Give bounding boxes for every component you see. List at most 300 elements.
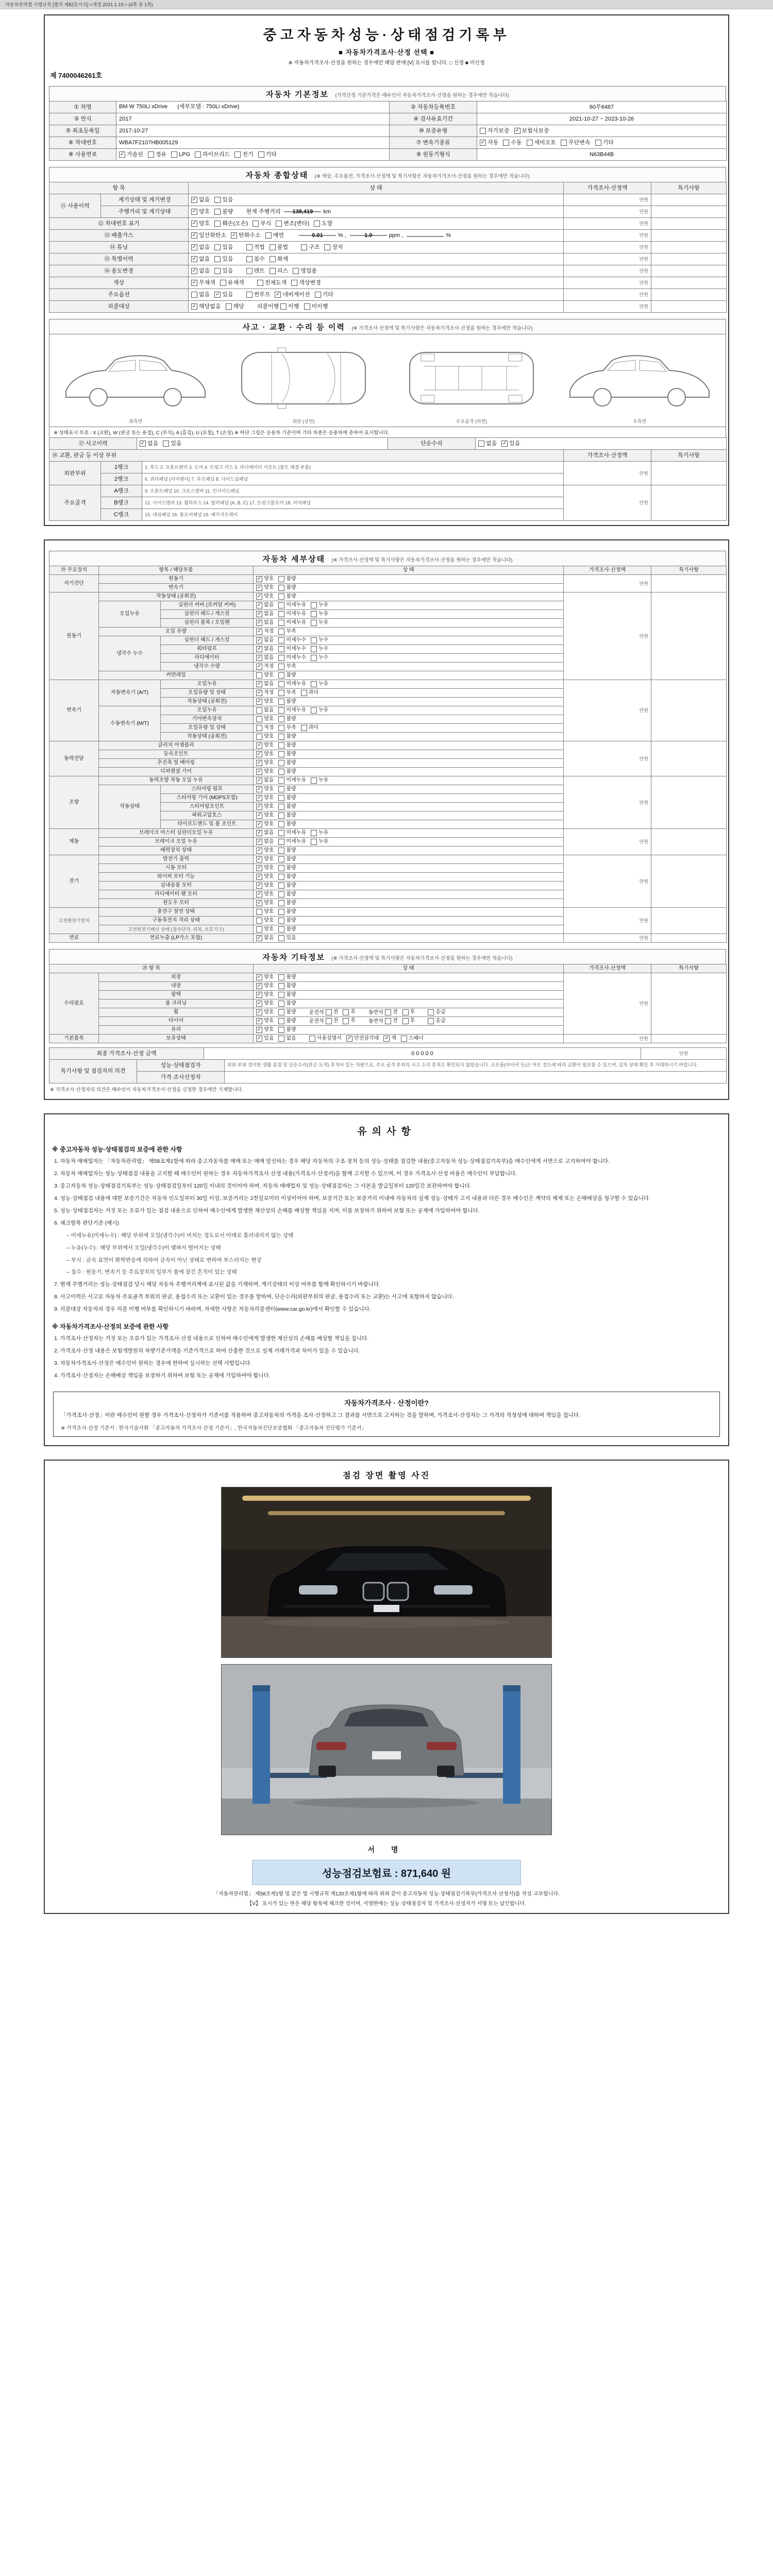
checkbox-option[interactable]: 누유 bbox=[311, 777, 328, 784]
checkbox-option[interactable]: 사용설명서 bbox=[309, 1036, 342, 1042]
checkbox-option[interactable]: 양호 bbox=[256, 734, 274, 740]
checkbox-checked-icon: ✓ bbox=[257, 839, 262, 844]
text-token: 리콜이행 bbox=[257, 303, 279, 310]
checkbox-option[interactable]: 영업용 bbox=[293, 268, 317, 274]
label-cell: 등속조인트 bbox=[99, 750, 254, 759]
checkbox-option[interactable]: 불량 bbox=[278, 821, 296, 827]
label-cell: ⑤ 최초등록일 bbox=[49, 125, 116, 137]
checkbox-checked-icon: ✓ bbox=[257, 992, 262, 997]
checkbox-option[interactable]: 미세누유 bbox=[278, 839, 306, 845]
checkbox-icon bbox=[278, 992, 284, 998]
checkbox-option[interactable]: 미이행 bbox=[304, 303, 328, 310]
checkbox-option[interactable]: ✓ 없음 bbox=[140, 440, 159, 447]
checkbox-icon bbox=[278, 742, 284, 749]
text-token: BM W 750Li xDrive bbox=[119, 103, 168, 110]
label-cell: 고전원전기장치 bbox=[49, 908, 99, 934]
basic-info-table-el bbox=[49, 101, 727, 161]
checkbox-option[interactable]: ✓ 없음 bbox=[192, 256, 210, 262]
checkbox-option[interactable]: 있음 bbox=[214, 256, 233, 262]
checkbox-option[interactable]: ✓ 양호 bbox=[257, 585, 274, 590]
checkbox-checked-icon: ✓ bbox=[257, 576, 262, 582]
label-cell: ⑪ 사용이력 bbox=[49, 194, 101, 218]
checkbox-option[interactable]: ✓ 양호 bbox=[257, 1009, 274, 1015]
checkbox-option[interactable]: 불량 bbox=[278, 1009, 296, 1015]
checkbox-option[interactable]: 미세누수 bbox=[278, 655, 306, 661]
checkbox-option[interactable]: ✓ 양호 bbox=[192, 209, 210, 215]
checkbox-option[interactable]: 불량 bbox=[278, 865, 296, 871]
value-cell bbox=[254, 698, 564, 706]
checkbox-option[interactable]: ✓ 네비게이션 bbox=[276, 292, 310, 298]
text-token: 동반석 bbox=[368, 1009, 383, 1015]
checkbox-option[interactable]: 없음 bbox=[478, 440, 497, 447]
checkbox-icon bbox=[278, 1018, 284, 1024]
checkbox-option[interactable]: ✓ 양호 bbox=[257, 1018, 274, 1024]
checkbox-option[interactable]: 누유 bbox=[311, 602, 328, 608]
checkbox-checked-icon: ✓ bbox=[257, 751, 262, 757]
checkbox-icon bbox=[256, 672, 262, 679]
label-cell: 시동 모터 bbox=[99, 864, 254, 873]
checkbox-icon bbox=[278, 926, 284, 933]
checkbox-option[interactable]: ✓ 양호 bbox=[257, 856, 274, 862]
panel-frame-table-el bbox=[49, 449, 727, 521]
value-cell bbox=[651, 462, 727, 485]
checkbox-option[interactable]: ✓ 없음 bbox=[257, 620, 274, 625]
checkbox-option[interactable]: 불량 bbox=[278, 760, 296, 766]
notice-item: 5. 성능·상태점검자는 거짓 또는 오류가 있는 점검 내용으로 인하여 매수인에게 발생한 재산상의 손해를 배상할 책임을 지며, 이를 보장하기 위하여 보험 또는 공제에 가입하여야 합니다. bbox=[54, 1207, 480, 1214]
checkbox-option[interactable]: 불량 bbox=[278, 585, 296, 591]
checkbox-option[interactable]: 미세누유 bbox=[278, 620, 306, 626]
label-cell: 특기사항 bbox=[651, 566, 727, 575]
checkbox-option[interactable]: ✓ 없음 bbox=[192, 268, 210, 274]
checkbox-option[interactable]: 있음 bbox=[214, 268, 233, 274]
checkbox-option[interactable]: 기타 bbox=[315, 292, 333, 298]
checkbox-option[interactable]: 누수 bbox=[311, 637, 328, 643]
checkbox-option[interactable]: 없음 bbox=[256, 707, 274, 714]
checkbox-option[interactable]: 미세누수 bbox=[278, 637, 306, 643]
checkbox-option[interactable]: 전 bbox=[385, 1009, 398, 1015]
checkbox-option[interactable]: 불량 bbox=[278, 751, 296, 757]
checkbox-option[interactable]: ✓ 해당없음 bbox=[192, 303, 221, 310]
checkbox-icon bbox=[214, 209, 221, 215]
checkbox-option[interactable]: ✓ 없음 bbox=[257, 681, 274, 687]
checkbox-icon bbox=[343, 1018, 349, 1024]
checkbox-icon bbox=[278, 734, 284, 740]
label-cell: ④ 검사유효기간 bbox=[390, 113, 477, 125]
checkbox-option[interactable]: ✓ 양호 bbox=[257, 848, 274, 853]
checkbox-icon bbox=[326, 1018, 332, 1024]
label-cell: ⑨ 원동기형식 bbox=[390, 149, 477, 161]
notice-item: 8. 사고이력은 사고로 자동차 주요골격 부위의 판금, 용접수리 또는 교환이 있는 경우를 말하며, 단순수리(외판부위의 판금, 용접수리 또는 교환)는 사고에 포함하지 않습니다. bbox=[54, 1294, 454, 1300]
page-title: 중고자동차성능·상태점검기록부 bbox=[263, 27, 510, 43]
label-cell: 자기진단 bbox=[49, 575, 99, 592]
checkbox-checked-icon: ✓ bbox=[276, 292, 280, 297]
checkbox-option[interactable]: 불량 bbox=[278, 883, 296, 889]
checkbox-option[interactable]: 미세누유 bbox=[278, 611, 306, 617]
checkbox-option[interactable]: ✓ 양호 bbox=[257, 594, 274, 599]
checkbox-option[interactable]: ✓ 양호 bbox=[257, 883, 274, 888]
label-cell: 연료 bbox=[49, 934, 99, 943]
value-cell bbox=[254, 794, 564, 803]
checkbox-icon bbox=[278, 629, 284, 635]
checkbox-option[interactable]: ✓ 양호 bbox=[257, 769, 274, 774]
checkbox-option[interactable]: 전 bbox=[326, 1018, 339, 1024]
checkbox-option[interactable]: 불량 bbox=[278, 983, 296, 989]
checkbox-option[interactable]: 불량 bbox=[214, 209, 233, 215]
checkbox-option[interactable]: 매연 bbox=[265, 232, 284, 239]
checkbox-option[interactable]: ✓ 가솔린 bbox=[120, 151, 143, 158]
checkbox-option[interactable]: 불량 bbox=[278, 848, 296, 854]
table-row bbox=[49, 1072, 727, 1083]
checkbox-option[interactable]: 불량 bbox=[278, 1001, 296, 1007]
label-cell: 실린더 블록 / 오일팬 bbox=[161, 619, 254, 628]
car-diagram-underbody bbox=[394, 340, 549, 425]
label-cell: 브레이크 오일 누유 bbox=[99, 838, 254, 846]
checkbox-option[interactable]: 불량 bbox=[278, 795, 296, 801]
checkbox-option[interactable]: 부족 bbox=[278, 725, 296, 731]
checkbox-option[interactable]: ✓ 양호 bbox=[257, 786, 274, 792]
checkbox-option[interactable]: ✓ 무채색 bbox=[192, 280, 215, 286]
checkbox-option[interactable]: 미세누유 bbox=[278, 707, 306, 714]
checkbox-icon bbox=[343, 1009, 349, 1015]
checkbox-option[interactable]: 미세누유 bbox=[278, 830, 306, 836]
checkbox-option[interactable]: 불량 bbox=[278, 1027, 296, 1033]
checkbox-option[interactable]: 불량 bbox=[278, 891, 296, 897]
checkbox-option[interactable]: 양호 bbox=[256, 909, 274, 915]
checkbox-option[interactable]: 누수 bbox=[311, 655, 328, 661]
label-cell: 추진축 및 베어링 bbox=[99, 759, 254, 768]
value-cell bbox=[254, 759, 564, 768]
label-cell: 주요옵션 bbox=[49, 289, 189, 301]
checkbox-icon bbox=[311, 646, 317, 652]
checkbox-option[interactable]: 색상변경 bbox=[291, 280, 321, 286]
value-cell bbox=[651, 855, 727, 908]
value-cell bbox=[254, 715, 564, 724]
checkbox-option[interactable]: 전 bbox=[385, 1018, 398, 1024]
checkbox-option[interactable]: ✓ 양호 bbox=[257, 865, 274, 871]
checkbox-option[interactable]: 세미오토 bbox=[527, 140, 557, 146]
checkbox-icon bbox=[301, 690, 307, 696]
checkbox-option[interactable]: ✓ 없음 bbox=[257, 830, 274, 836]
checkbox-option[interactable]: 불량 bbox=[278, 974, 296, 980]
diagram-caption: 외판 (상면) bbox=[292, 419, 315, 424]
checkbox-option[interactable]: ✓ 없음 bbox=[257, 611, 274, 617]
panel-frame-table bbox=[49, 449, 724, 521]
checkbox-option[interactable]: ✓ 양호 bbox=[257, 804, 274, 809]
table-row bbox=[49, 855, 727, 864]
checkbox-option[interactable]: 부족 bbox=[278, 664, 296, 670]
label-cell: 가격·조사산정자 bbox=[137, 1072, 225, 1083]
checkbox-option[interactable]: 후 bbox=[343, 1018, 356, 1024]
value-cell bbox=[254, 592, 564, 601]
value-cell bbox=[254, 628, 564, 636]
checkbox-option[interactable]: 기타 bbox=[595, 140, 614, 146]
checkbox-option[interactable]: 없음 bbox=[191, 292, 210, 298]
table-row bbox=[49, 149, 727, 161]
checkbox-option[interactable]: 불량 bbox=[278, 1018, 296, 1024]
checkbox-option[interactable]: 누유 bbox=[311, 681, 328, 687]
value-cell bbox=[651, 592, 727, 680]
checkbox-option[interactable]: 스패너 bbox=[401, 1036, 424, 1042]
checkbox-option[interactable]: 불량 bbox=[278, 918, 296, 924]
value-cell bbox=[254, 1008, 564, 1017]
checkbox-option[interactable]: ✓ 없음 bbox=[257, 655, 274, 660]
checkbox-icon bbox=[278, 839, 284, 845]
checkbox-option[interactable]: 누수 bbox=[311, 646, 328, 652]
checkbox-option[interactable]: ✓ 없음 bbox=[192, 244, 210, 250]
checkbox-option[interactable]: 미세누유 bbox=[278, 777, 306, 784]
checkbox-option[interactable]: 부식 bbox=[253, 221, 271, 227]
section-accident-header bbox=[49, 319, 726, 334]
checkbox-option[interactable]: 렌트 bbox=[246, 268, 265, 274]
checkbox-option[interactable]: 불량 bbox=[278, 900, 296, 906]
checkbox-option[interactable]: ✓ 탄화수소 bbox=[231, 232, 261, 239]
checkbox-option[interactable]: 응급 bbox=[428, 1009, 445, 1015]
checkbox-checked-icon: ✓ bbox=[192, 268, 197, 274]
checkbox-option[interactable]: ✓ 없음 bbox=[257, 602, 274, 608]
checkbox-icon bbox=[309, 1036, 315, 1042]
checkbox-option[interactable]: ✓ 양호 bbox=[257, 900, 274, 906]
label-cell: 작동상태 (공회전) bbox=[161, 698, 254, 706]
checkbox-option[interactable]: 불량 bbox=[278, 874, 296, 880]
checkbox-icon bbox=[595, 140, 601, 146]
checkbox-option[interactable]: ✓ 일산화탄소 bbox=[192, 232, 227, 239]
checkbox-option[interactable]: 유채색 bbox=[220, 280, 244, 286]
checkbox-checked-icon: ✓ bbox=[192, 221, 197, 226]
checkbox-option[interactable]: ✓ 자동 bbox=[480, 140, 499, 146]
checkbox-option[interactable]: 불량 bbox=[278, 576, 296, 582]
label-cell: 연료누출 (LP가스 포함) bbox=[99, 934, 254, 943]
checkbox-option[interactable]: ✓ 있음 bbox=[502, 440, 520, 447]
value-cell bbox=[254, 846, 564, 855]
label-cell: 룸 크리닝 bbox=[99, 999, 254, 1008]
checkbox-option[interactable]: ✓ 양호 bbox=[257, 760, 274, 766]
checkbox-option[interactable]: 리스 bbox=[270, 268, 288, 274]
label-cell: 리콜대상 bbox=[49, 301, 189, 313]
checkbox-option[interactable]: 있음 bbox=[214, 197, 233, 203]
checkbox-checked-icon: ✓ bbox=[257, 974, 262, 980]
checkbox-option[interactable]: ✓ 양호 bbox=[257, 812, 274, 818]
checkbox-icon bbox=[256, 926, 262, 933]
checkbox-option[interactable]: 적법 bbox=[246, 244, 265, 250]
checkbox-option[interactable]: ✓ 양호 bbox=[257, 576, 274, 582]
checkbox-option[interactable]: ✓ 잭 bbox=[384, 1036, 396, 1041]
checkbox-option[interactable]: ✓ 양호 bbox=[257, 891, 274, 897]
bottom-whitespace bbox=[0, 1927, 773, 2494]
checkbox-option[interactable]: 이행 bbox=[280, 303, 299, 310]
checkbox-option[interactable]: 불량 bbox=[278, 769, 296, 775]
checkbox-checked-icon: ✓ bbox=[257, 681, 262, 687]
checkbox-option[interactable]: ✓ 양호 bbox=[257, 992, 274, 997]
checkbox-icon bbox=[428, 1018, 434, 1024]
label-cell: ⑦ 변속기종류 bbox=[390, 137, 477, 149]
checkbox-option[interactable]: 불량 bbox=[278, 926, 296, 933]
checkbox-option[interactable]: ✓ 양호 bbox=[257, 974, 274, 980]
notice-item: – 부식 : 금속 표면이 화학반응에 의하여 금속이 아닌 상태로 변하여 부스러지는 현상 bbox=[66, 1257, 262, 1263]
value-cell bbox=[254, 741, 564, 750]
label-cell: 상 태 bbox=[254, 566, 564, 575]
checkbox-option[interactable]: 후 bbox=[402, 1009, 415, 1015]
checkbox-option[interactable]: ✓ 보험사보증 bbox=[515, 128, 549, 134]
checkbox-option[interactable]: 경유 bbox=[148, 151, 166, 158]
value-box bbox=[407, 236, 444, 237]
checkbox-option[interactable]: ✓ 없음 bbox=[257, 646, 274, 652]
checkbox-option[interactable]: ✓ 없음 bbox=[257, 777, 274, 783]
checkbox-icon bbox=[402, 1009, 409, 1015]
checkbox-option[interactable]: ✓ 적정 bbox=[257, 664, 274, 669]
value-cell bbox=[254, 584, 564, 592]
checkbox-checked-icon: ✓ bbox=[257, 655, 262, 660]
table-row bbox=[49, 776, 727, 785]
checkbox-option[interactable]: LPG bbox=[171, 151, 190, 158]
checkbox-option[interactable]: 불량 bbox=[278, 716, 296, 722]
notice-subtitle: ※ 중고자동차 성능·상태점검의 보증에 관한 사항 bbox=[52, 1146, 182, 1153]
checkbox-option[interactable]: 도말 bbox=[314, 221, 332, 227]
table-row bbox=[49, 1048, 727, 1060]
checkbox-option[interactable]: 누유 bbox=[311, 839, 328, 845]
checkbox-option[interactable]: ✓ 없음 bbox=[192, 197, 210, 203]
section-accident-title: 사고 · 교환 · 수리 등 이력 bbox=[242, 323, 345, 332]
checkbox-option[interactable]: 적정 bbox=[256, 725, 274, 731]
checkbox-option[interactable]: 부족 bbox=[278, 629, 296, 635]
checkbox-checked-icon: ✓ bbox=[257, 1018, 262, 1024]
checkbox-icon bbox=[278, 983, 284, 989]
value-cell bbox=[254, 619, 564, 628]
notice-item: 2. 가격조사·산정 내용은 보험개발원의 차량기준가액을 기준가격으로 하여 산출한 것으로 실제 거래가격과 차이가 있을 수 있습니다. bbox=[54, 1348, 360, 1354]
label-cell: ② 자동차등록번호 bbox=[390, 101, 477, 113]
checkbox-option[interactable]: ✓ 양호 bbox=[257, 795, 274, 801]
checkbox-option[interactable]: ✓ 양호 bbox=[257, 751, 274, 757]
value-cell: 만원 bbox=[564, 592, 651, 680]
checkbox-option[interactable]: 있음 bbox=[278, 935, 296, 941]
value-cell bbox=[254, 575, 564, 584]
checkbox-option[interactable]: 양호 bbox=[256, 672, 274, 679]
checkbox-option[interactable]: ✓ 적정 bbox=[257, 690, 274, 696]
checkbox-option[interactable]: ✓ 양호 bbox=[257, 1001, 274, 1006]
checkbox-option[interactable]: ✓ 양호 bbox=[257, 874, 274, 879]
value-cell bbox=[254, 724, 564, 733]
checkbox-option[interactable]: 있음 bbox=[163, 440, 181, 447]
value-cell bbox=[116, 101, 390, 113]
checkbox-option[interactable]: ✓ 없음 bbox=[257, 637, 274, 643]
checkbox-option[interactable]: 변조(변타) bbox=[276, 221, 309, 227]
checkbox-option[interactable]: 미세누유 bbox=[278, 681, 306, 687]
checkbox-option[interactable]: 과다 bbox=[301, 690, 318, 696]
checkbox-option[interactable]: 없음 bbox=[278, 1036, 296, 1042]
checkbox-icon bbox=[278, 690, 284, 696]
label-cell: 오일누유 bbox=[99, 601, 161, 628]
checkbox-option[interactable]: 불량 bbox=[278, 909, 296, 915]
checkbox-option[interactable]: 미세누유 bbox=[278, 602, 306, 608]
checkbox-option[interactable]: 누유 bbox=[311, 830, 328, 836]
checkbox-option[interactable]: 누유 bbox=[311, 707, 328, 714]
checkbox-icon bbox=[561, 140, 567, 146]
checkbox-option[interactable]: 양호 bbox=[256, 918, 274, 924]
checkbox-option[interactable]: 해당 bbox=[226, 303, 244, 310]
checkbox-option[interactable]: ✓ 양호 bbox=[257, 983, 274, 989]
label-cell: 와이퍼 모터 기능 bbox=[99, 873, 254, 882]
checkbox-option[interactable]: 불량 bbox=[278, 804, 296, 810]
checkbox-option[interactable]: 구조 bbox=[301, 244, 320, 250]
checkbox-checked-icon: ✓ bbox=[140, 440, 145, 446]
checkbox-option[interactable]: 전체도색 bbox=[257, 280, 287, 286]
checkbox-option[interactable]: ✓ 없음 bbox=[257, 839, 274, 844]
checkbox-option[interactable]: 불량 bbox=[278, 812, 296, 819]
checkbox-option[interactable]: 불량 bbox=[278, 786, 296, 792]
checkbox-option[interactable]: 부족 bbox=[278, 690, 296, 696]
checkbox-icon bbox=[278, 883, 284, 889]
checkbox-option[interactable]: ✓ 양호 bbox=[257, 699, 274, 704]
checkbox-option[interactable]: 불량 bbox=[278, 742, 296, 749]
value-cell: 만원 bbox=[564, 301, 651, 313]
checkbox-option[interactable]: ✓ 양호 bbox=[257, 1027, 274, 1032]
checkbox-option[interactable]: 양호 bbox=[256, 926, 274, 933]
checkbox-checked-icon: ✓ bbox=[347, 1036, 352, 1041]
car-diagrams bbox=[49, 334, 726, 427]
checkbox-option[interactable]: 자가보증 bbox=[480, 128, 510, 134]
checkbox-option[interactable]: 무단변속 bbox=[561, 140, 591, 146]
checkbox-option[interactable]: 있음 bbox=[214, 244, 233, 250]
checkbox-option[interactable]: 훼손(오손) bbox=[214, 221, 248, 227]
checkbox-option[interactable]: ✓ 양호 bbox=[192, 221, 210, 227]
checkbox-option[interactable]: ✓ 안전삼각대 bbox=[347, 1036, 379, 1041]
checkbox-checked-icon: ✓ bbox=[257, 646, 262, 652]
checkbox-option[interactable]: 화재 bbox=[270, 256, 288, 262]
checkbox-option[interactable]: 불량 bbox=[278, 856, 296, 862]
checkbox-option[interactable]: 침수 bbox=[246, 256, 265, 262]
checkbox-option[interactable]: ✓ 있음 bbox=[257, 1036, 274, 1041]
checkbox-option[interactable]: 불량 bbox=[278, 594, 296, 600]
checkbox-option[interactable]: 미세누수 bbox=[278, 646, 306, 652]
checkbox-checked-icon: ✓ bbox=[192, 256, 197, 262]
checkbox-checked-icon: ✓ bbox=[257, 804, 262, 809]
checkbox-option[interactable]: ✓ 없음 bbox=[257, 935, 274, 941]
text-token: % bbox=[446, 232, 451, 239]
checkbox-option[interactable]: 전 bbox=[326, 1009, 339, 1015]
checkbox-option[interactable]: ✓ 있음 bbox=[215, 292, 233, 298]
price-select-note[interactable]: ※ 자동차가격조사·산정을 원하는 경우에만 해당 란에 [V] 표시를 합니다. □ 신청 ■ 미신청 bbox=[288, 60, 485, 66]
label-cell: 상 태 bbox=[189, 182, 564, 194]
label-cell: 특기사항 bbox=[651, 964, 727, 973]
checkbox-option[interactable]: 응급 bbox=[428, 1018, 445, 1024]
label-cell: ⑭ 튜닝 bbox=[49, 242, 189, 253]
checkbox-option[interactable]: 불법 bbox=[270, 244, 288, 250]
label-cell: 타이로드엔드 및 볼 조인트 bbox=[161, 820, 254, 829]
checkbox-option[interactable]: 수동 bbox=[503, 140, 522, 146]
checkbox-option[interactable]: 누유 bbox=[311, 611, 328, 617]
checkbox-icon bbox=[311, 681, 317, 687]
checkbox-option[interactable]: ✓ 양호 bbox=[257, 742, 274, 748]
checkbox-option[interactable]: 하이브리드 bbox=[195, 151, 230, 158]
checkbox-option[interactable]: 누유 bbox=[311, 620, 328, 626]
checkbox-option[interactable]: 양호 bbox=[256, 716, 274, 722]
price-notice-subtitle: ※ 자동차가격조사·산정의 보증에 관한 사항 bbox=[52, 1323, 169, 1331]
checkbox-option[interactable]: 불량 bbox=[278, 672, 296, 679]
checkbox-option[interactable]: 후 bbox=[343, 1009, 356, 1015]
checkbox-option[interactable]: 기타 bbox=[258, 151, 277, 158]
checkbox-option[interactable]: 장치 bbox=[324, 244, 343, 250]
checkbox-option[interactable]: 과다 bbox=[301, 725, 318, 731]
checkbox-option[interactable]: 불량 bbox=[278, 734, 296, 740]
checkbox-option[interactable]: ✓ 양호 bbox=[257, 821, 274, 827]
checkbox-option[interactable]: 썬루프 bbox=[246, 292, 271, 298]
checkbox-option[interactable]: 후 bbox=[402, 1018, 415, 1024]
checkbox-option[interactable]: ✓ 적정 bbox=[257, 629, 274, 634]
checkbox-option[interactable]: 전기 bbox=[234, 151, 253, 158]
checkbox-option[interactable]: 불량 bbox=[278, 992, 296, 998]
section-accident-note: (※ 가격조사·산정액 및 특기사항은 자동차가격조사·산정을 원하는 경우에만 적습니다) bbox=[351, 326, 533, 331]
checkbox-checked-icon: ✓ bbox=[257, 1027, 262, 1032]
checkbox-option[interactable]: 불량 bbox=[278, 699, 296, 705]
